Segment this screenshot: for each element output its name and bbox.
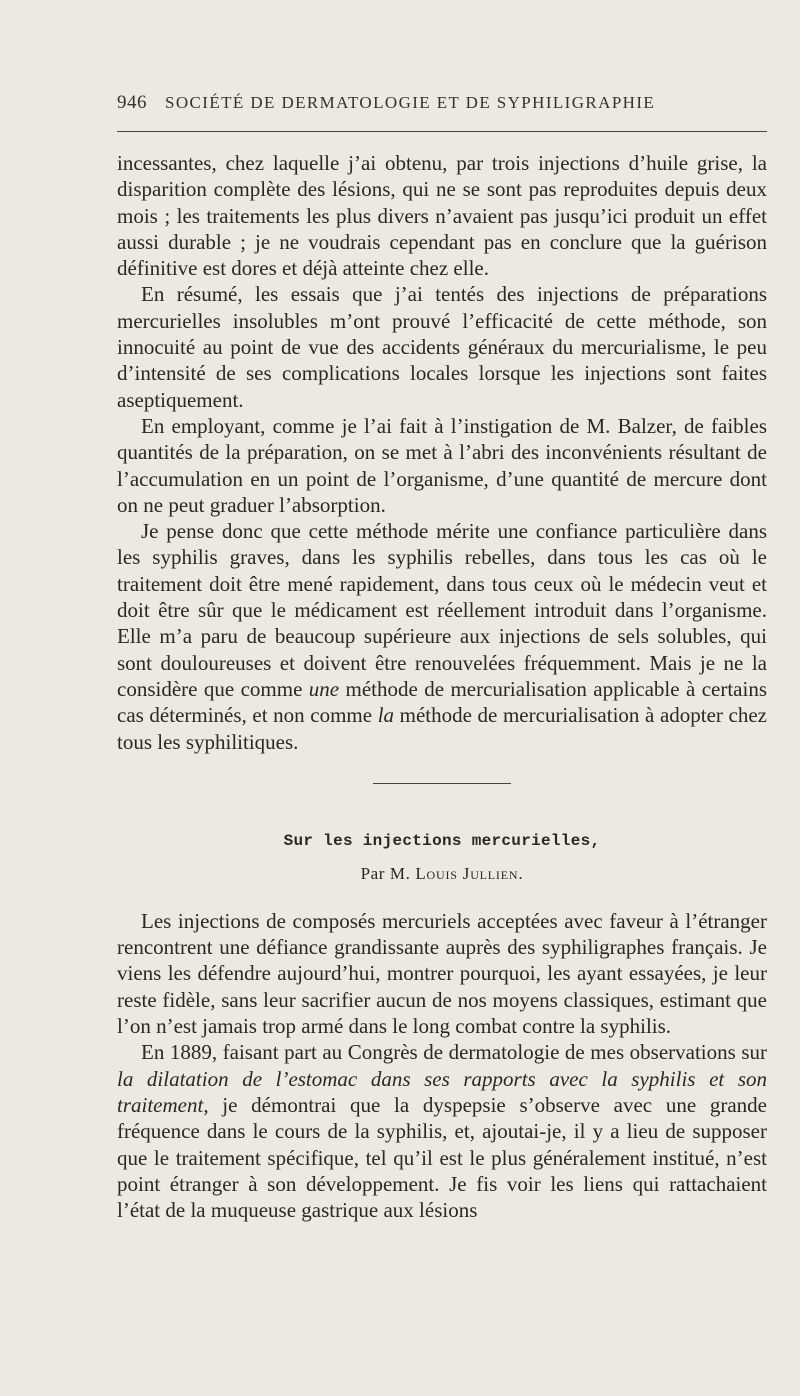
text-run: , je démontrai que la dyspepsie s’observe avec une grande fréquence dans le cours de la syphilis, et, ajoutai-je, il y a lieu de supposer que le traitement spécifique, tel qu’il est le plus généralement institué, n’est point étranger à son développement. Je fis voir les liens qui rattachaient l’état de la muqueuse gastrique aux lésions <box>117 1092 767 1223</box>
byline-prefix: Par M. <box>360 863 411 883</box>
text-run: Je pense donc que cette méthode mérite une confiance particulière dans les syphilis graves, dans les syphilis rebelles, dans tous les cas où le traitement doit être mené rapidement, dans tous ceux où le médecin veut et doit être sûr que le médicament est réellement introduit dans l’organisme. Elle m’a paru de beaucoup supérieure aux injections de sels solubles, qui sont douloureuses et doivent être renouvelées fréquemment. Mais je ne la considère que comme <box>117 519 767 701</box>
running-header <box>117 92 767 114</box>
article-byline <box>117 864 767 884</box>
paragraph-1889 <box>117 1039 767 1223</box>
paragraph-resume: En résumé, les essais que j’ai tentés des injections de préparations mercurielles insolubles m’ont prouvé l’efficacité de cette méthode, son innocuité au point de vue des accidents généraux du mercurialisme, le peu d’intensité de ses complications locales lorsque les injections sont faites aseptiquement. <box>117 282 767 412</box>
page-body <box>117 150 767 1223</box>
emphasis-la: la <box>377 703 395 728</box>
text-run: méthode de mercurialisation à adopter chez tous les syphilitiques. <box>117 703 767 754</box>
article-title: Sur les injections mercurielles, <box>283 831 601 850</box>
emphasis-une: une <box>308 676 340 701</box>
section-separator <box>373 783 511 784</box>
text-run: méthode de mercurialisation applicable à certains cas déterminés, et non comme <box>117 676 768 728</box>
running-title: SOCIÉTÉ DE DERMATOLOGIE ET DE SYPHILIGRAPHIE <box>165 93 656 112</box>
paragraph-balzer: En employant, comme je l’ai fait à l’instigation de M. Balzer, de faibles quantités de la préparation, on se met à l’abri des inconvénients résultant de l’accumulation en un point de l’organisme, d’une quantité de mercure dont on ne peut graduer l’absorption. <box>117 413 767 517</box>
author-name: Louis Jullien. <box>415 863 524 883</box>
page-number: 946 <box>117 92 147 113</box>
header-rule <box>117 131 767 132</box>
paragraph-continued: incessantes, chez laquelle j’ai obtenu, par trois injections d’huile grise, la disparition complète des lésions, qui ne se sont pas reproduites depuis deux mois ; les traitements les plus divers n’avaient pas jusqu’ici produit un effet aussi durable ; je ne voudrais cependant pas en conclure que la guérison définitive est dores et déjà atteinte chez elle. <box>117 151 767 281</box>
text-run: En 1889, faisant part au Congrès de dermatologie de mes observations sur <box>141 1040 767 1065</box>
paragraph-conclusion <box>117 518 767 755</box>
emphasis-citation: la dilatation de l’estomac dans ses rapports avec la syphilis et son traitement <box>117 1066 767 1117</box>
paragraph-intro: Les injections de composés mercuriels acceptées avec faveur à l’étranger rencontrent une défiance grandissante auprès des syphiligraphes français. Je viens les défendre aujourd’hui, montrer pourquoi, les ayant essayées, je leur reste fidèle, sans leur sacrifier aucun de nos moyens classiques, estimant que l’on n’est jamais trop armé dans le long combat contre la syphilis. <box>117 908 767 1039</box>
